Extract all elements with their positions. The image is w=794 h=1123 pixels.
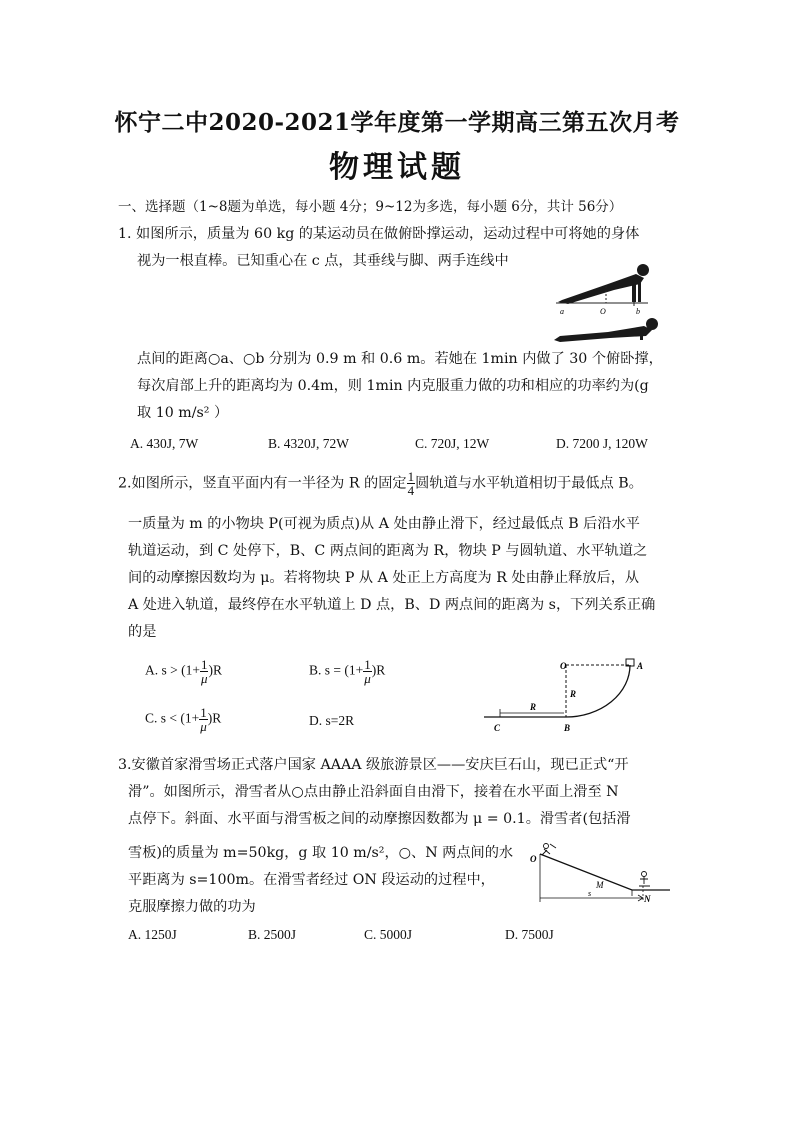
q3-line-4: 雪板)的质量为 m=50kg，g 取 10 m/s²，○、N 两点间的水 <box>128 845 514 861</box>
fig2-label-A: A <box>637 661 644 671</box>
fig3-label-N: N <box>644 894 651 904</box>
q1-line-5: 取 10 m/s² ） <box>137 405 229 421</box>
quarter-fraction <box>407 470 416 497</box>
pushup-figure <box>548 256 660 346</box>
q2-option-b-frac <box>363 658 372 685</box>
q2-line-5: A 处进入轨道，最终停在水平轨道上 D 点，B、D 两点间的距离为 s，下列关系正确 <box>128 597 656 613</box>
fig2-label-R-horizontal: R <box>530 702 537 712</box>
q2-option-a-pre: A. s > (1+ <box>145 662 200 678</box>
q3-line-6: 克服摩擦力做的功为 <box>128 899 256 915</box>
ski-slope-figure <box>520 840 675 906</box>
q3-option-b: B. 2500J <box>248 927 297 942</box>
fraction-denominator: 4 <box>407 483 415 498</box>
q2-line-1 <box>118 470 643 497</box>
q2-option-b-post: )R <box>371 662 386 678</box>
q3-option-a: A. 1250J <box>128 927 177 942</box>
q2-option-c-pre: C. s < (1+ <box>145 710 200 726</box>
fig-label-a: a <box>560 307 564 316</box>
circular-track-figure <box>478 655 658 737</box>
q2-line-3: 轨道运动，到 C 处停下，B、C 两点间的距离为 R，物块 P 与圆轨道、水平轨道之 <box>128 543 648 559</box>
q3-line-5: 平距离为 s=100m。在滑雪者经过 ON 段运动的过程中， <box>128 872 495 888</box>
q2-option-c <box>145 706 221 733</box>
q3-option-c: C. 5000J <box>364 927 413 942</box>
q2-option-b <box>309 658 385 685</box>
q2-option-a-post: )R <box>208 662 222 678</box>
q1-line-2: 视为一根直棒。已知重心在 c 点，其垂线与脚、两手连线中 <box>137 253 509 269</box>
frac-num: 1 <box>200 657 208 672</box>
q2-option-b-pre: B. s = (1+ <box>309 662 364 678</box>
q1-option-b: B. 4320J, 72W <box>268 436 349 451</box>
q1-option-c: C. 720J, 12W <box>415 436 490 451</box>
q2-line-6: 的是 <box>128 624 157 640</box>
q2-option-a <box>145 658 222 685</box>
fig2-label-R-vertical: R <box>570 689 577 699</box>
frac-num: 1 <box>200 705 207 720</box>
q3-line-2: 滑”。如图所示，滑雪者从○点由静止沿斜面自由滑下，接着在水平面上滑至 N <box>128 784 619 800</box>
fig3-label-M: M <box>596 880 604 890</box>
q1-line-4: 每次肩部上升的距离均为 0.4m，则 1min 内克服重力做的功和相应的功率约为(g <box>137 378 649 394</box>
q2-line-2: 一质量为 m 的小物块 P(可视为质点)从 A 处由静止滑下，经过最低点 B 后沿水平 <box>128 516 640 532</box>
q2-line-4: 间的动摩擦因数均为 μ。若将物块 P 从 A 处正上方高度为 R 处由静止释放后，从 <box>128 570 640 586</box>
q1-option-d: D. 7200 J, 120W <box>556 436 648 451</box>
fig3-label-O: O <box>530 854 537 864</box>
fig2-label-B: B <box>564 723 571 733</box>
fig2-label-C: C <box>494 723 501 733</box>
exam-title: 怀宁二中2020-2021学年度第一学期高三第五次月考 <box>114 109 680 136</box>
fig-label-b: b <box>636 307 640 316</box>
fraction-numerator: 1 <box>407 469 415 484</box>
q1-line-3: 点间的距离○a、○b 分别为 0.9 m 和 0.6 m。若她在 1min 内做了 30 个俯卧撑， <box>137 351 663 367</box>
q1-line-1: 1. 如图所示，质量为 60 kg 的某运动员在做俯卧撑运动，运动过程中可将她的身体 <box>118 226 640 242</box>
frac-num: 1 <box>364 657 371 672</box>
q3-option-d: D. 7500J <box>505 927 554 942</box>
q2-option-c-post: )R <box>207 710 222 726</box>
frac-den: μ <box>364 671 371 686</box>
q2-line-1-start: 2.如图所示，竖直平面内有一半径为 R 的固定 <box>118 475 407 492</box>
fig2-label-O: O <box>560 661 567 671</box>
fig3-label-s: s <box>588 889 592 898</box>
subject-title: 物理试题 <box>329 150 465 185</box>
section-heading: 一、选择题（1~8题为单选，每小题 4分；9~12为多选，每小题 6分，共计 56分） <box>118 199 623 215</box>
fig-label-o: O <box>600 307 606 316</box>
q2-line-1-end: 圆轨道与水平轨道相切于最低点 B。 <box>415 475 643 492</box>
q3-line-1: 3.安徽首家滑雪场正式落户国家 AAAA 级旅游景区——安庆巨石山，现已正式“开 <box>118 757 629 773</box>
frac-den: μ <box>200 671 208 686</box>
q3-line-3: 点停下。斜面、水平面与滑雪板之间的动摩擦因数都为 μ = 0.1。滑雪者(包括滑 <box>128 811 631 827</box>
q2-option-d: D. s=2R <box>309 713 355 728</box>
q2-option-c-frac <box>199 706 208 733</box>
q1-option-a: A. 430J, 7W <box>130 436 199 451</box>
frac-den: μ <box>200 719 207 734</box>
